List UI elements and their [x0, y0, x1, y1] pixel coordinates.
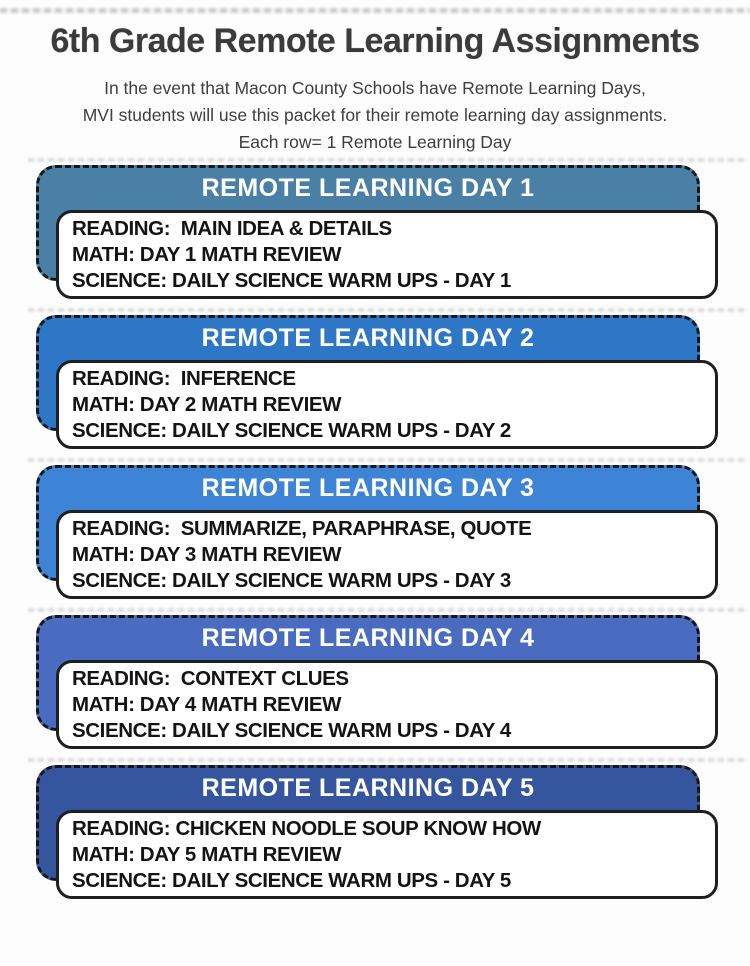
day-cards: [0, 165, 750, 896]
day-card: [36, 765, 718, 896]
day-card: [36, 615, 718, 746]
reading-assignment: READING: MAIN IDEA & DETAILS: [72, 217, 392, 240]
day-card: [36, 315, 718, 446]
reading-assignment: READING: SUMMARIZE, PARAPHRASE, QUOTE: [72, 517, 532, 540]
science-assignment: SCIENCE: DAILY SCIENCE WARM UPS - DAY 1: [72, 269, 511, 292]
scan-artifact: [28, 308, 748, 312]
intro-line-2: MVI students will use this packet for their remote learning day assignments.: [82, 105, 668, 125]
intro-line-3: Each row= 1 Remote Learning Day: [238, 132, 512, 152]
math-assignment: MATH: DAY 5 MATH REVIEW: [72, 843, 342, 866]
reading-assignment: READING: CONTEXT CLUES: [72, 667, 349, 690]
scan-artifact: [28, 158, 748, 162]
science-assignment: SCIENCE: DAILY SCIENCE WARM UPS - DAY 3: [72, 569, 511, 592]
day-banner-title: REMOTE LEARNING DAY 4: [201, 624, 535, 652]
reading-assignment: READING: INFERENCE: [72, 367, 296, 390]
math-assignment: MATH: DAY 1 MATH REVIEW: [72, 243, 342, 266]
science-assignment: SCIENCE: DAILY SCIENCE WARM UPS - DAY 2: [72, 419, 511, 442]
intro-text: [0, 75, 750, 156]
scan-artifact: [28, 608, 748, 612]
day-card: [36, 465, 718, 596]
scan-artifact: [28, 758, 748, 762]
assignments-panel: [56, 510, 718, 599]
page-title: 6th Grade Remote Learning Assignments: [50, 22, 700, 60]
scan-artifact: [0, 8, 750, 13]
reading-assignment: READING: CHICKEN NOODLE SOUP KNOW HOW: [72, 817, 541, 840]
scan-artifact: [28, 458, 748, 462]
math-assignment: MATH: DAY 2 MATH REVIEW: [72, 393, 342, 416]
science-assignment: SCIENCE: DAILY SCIENCE WARM UPS - DAY 4: [72, 719, 511, 742]
assignments-panel: [56, 360, 718, 449]
day-banner-title: REMOTE LEARNING DAY 5: [201, 774, 535, 802]
science-assignment: SCIENCE: DAILY SCIENCE WARM UPS - DAY 5: [72, 869, 511, 892]
assignments-panel: [56, 210, 718, 299]
day-banner-title: REMOTE LEARNING DAY 1: [201, 174, 535, 202]
day-banner-title: REMOTE LEARNING DAY 3: [201, 474, 535, 502]
day-card: [36, 165, 718, 296]
intro-line-1: In the event that Macon County Schools have Remote Learning Days,: [104, 78, 646, 98]
assignments-panel: [56, 810, 718, 899]
day-banner-title: REMOTE LEARNING DAY 2: [201, 324, 535, 352]
math-assignment: MATH: DAY 4 MATH REVIEW: [72, 693, 342, 716]
math-assignment: MATH: DAY 3 MATH REVIEW: [72, 543, 342, 566]
assignments-panel: [56, 660, 718, 749]
